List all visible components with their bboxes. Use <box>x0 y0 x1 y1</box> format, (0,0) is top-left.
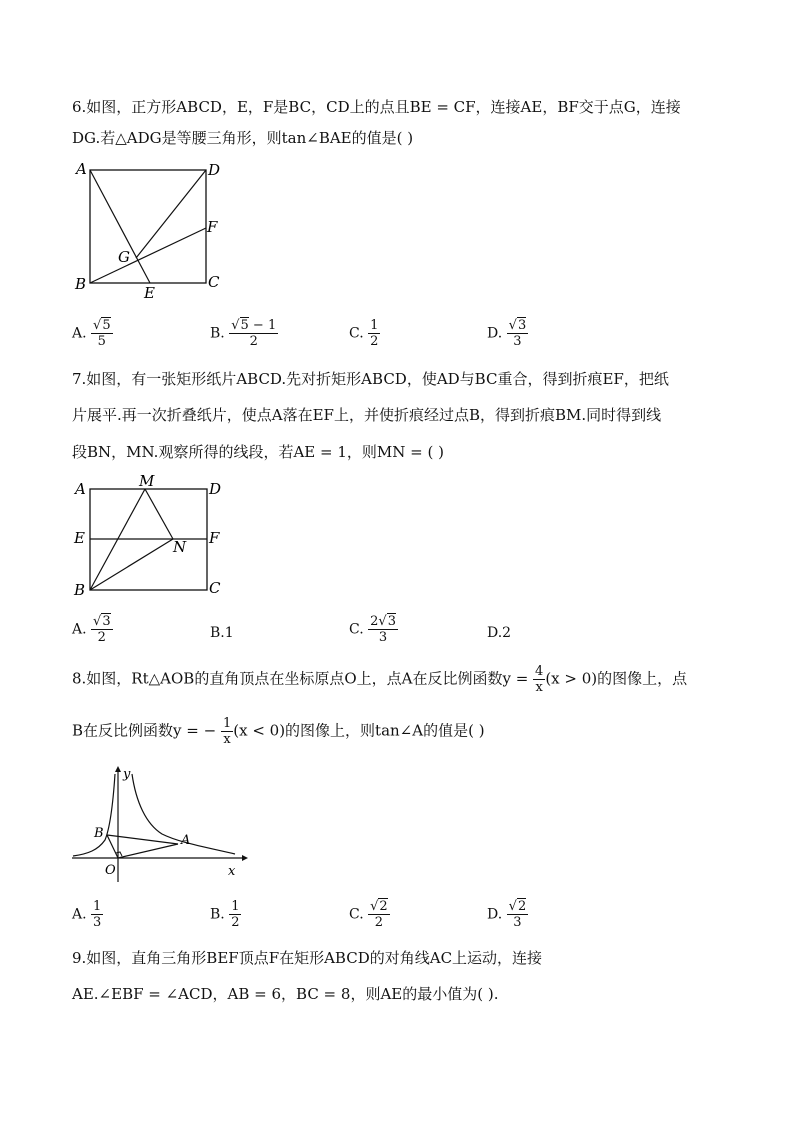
q6-label-c: C <box>208 273 220 291</box>
q7-line-1: 7.如图，有一张矩形纸片ABCD.先对折矩形ABCD，使AD与BC重合，得到折痕EF，把纸 <box>72 370 669 388</box>
q6-label-a: A <box>76 160 87 178</box>
q7-label-a: A <box>75 480 86 498</box>
q7-figure <box>70 472 230 600</box>
q7-option-d[interactable]: D.2 <box>487 625 512 641</box>
q6-label-g: G <box>118 248 130 266</box>
q7-line-2: 片展平.再一次折叠纸片，使点A落在EF上，并使折痕经过点B，得到折痕BM.同时得到线 <box>72 406 662 424</box>
q8-label-a: A <box>181 833 191 848</box>
q7-option-a[interactable]: A. $\frac{√3}{2}$ <box>72 614 111 645</box>
q7-option-b[interactable]: B.1 <box>210 625 234 641</box>
q6-figure <box>70 158 230 303</box>
q9-line-2: AE.∠EBF = ∠ACD，AB = 6，BC = 8，则AE的最小值为( ). <box>72 985 499 1003</box>
q6-line-2: DG.若△ADG是等腰三角形，则tan∠BAE的值是( ) <box>72 129 414 147</box>
q8-option-d[interactable]: D. $\frac{√2}{3}$ <box>487 899 527 930</box>
q8-label-b: B <box>94 826 104 841</box>
q9-line-1: 9.如图，直角三角形BEF顶点F在矩形ABCD的对角线AC上运动，连接 <box>72 949 543 967</box>
q6-label-b: B <box>75 275 87 293</box>
q6-option-d[interactable]: D. $\frac{√3}{3}$ <box>487 318 527 349</box>
q6-option-b[interactable]: B. $\frac{√5 - 1}{2}$ <box>210 318 277 349</box>
q8-figure <box>70 762 250 884</box>
q7-line-3: 段BN，MN.观察所得的线段，若AE = 1，则MN = ( ) <box>72 443 444 461</box>
q7-label-d: D <box>209 480 222 498</box>
q8-option-b[interactable]: B. $\frac{1}{2}$ <box>210 899 240 930</box>
q7-option-c[interactable]: C. $\frac{2√3}{3}$ <box>349 614 396 645</box>
q6-line-1: 6.如图，正方形ABCD，E，F是BC，CD上的点且BE = CF，连接AE，BF交于点G，连接 <box>72 98 681 116</box>
q8-label-o: O <box>105 863 116 878</box>
q7-label-m: M <box>139 472 155 490</box>
q7-label-f: F <box>209 529 220 547</box>
q8-option-c[interactable]: C. $\frac{√2}{2}$ <box>349 899 388 930</box>
q8-label-x: x <box>228 864 236 879</box>
q6-label-d: D <box>208 161 221 179</box>
q7-label-n: N <box>173 538 187 556</box>
q8-line-1: 8.如图，Rt△AOB的直角顶点在坐标原点O上，点A在反比例函数y = $\frac{4}{x}$ (x > 0)的图像上，点 <box>72 664 688 695</box>
q8-line-2: B在反比例函数y = − $\frac{1}{x}$ (x < 0)的图像上，则tan∠A的值是( ) <box>72 716 485 747</box>
q6-option-c[interactable]: C. $\frac{1}{2}$ <box>349 318 379 349</box>
q8-option-a[interactable]: A. $\frac{1}{3}$ <box>72 899 102 930</box>
q6-label-f: F <box>207 218 218 236</box>
q7-label-e: E <box>74 529 85 547</box>
q7-label-b: B <box>74 581 86 599</box>
q6-label-e: E <box>144 284 155 302</box>
q8-label-y: y <box>123 767 131 782</box>
q6-option-a[interactable]: A. $\frac{√5}{5}$ <box>72 318 111 349</box>
q7-label-c: C <box>209 579 221 597</box>
